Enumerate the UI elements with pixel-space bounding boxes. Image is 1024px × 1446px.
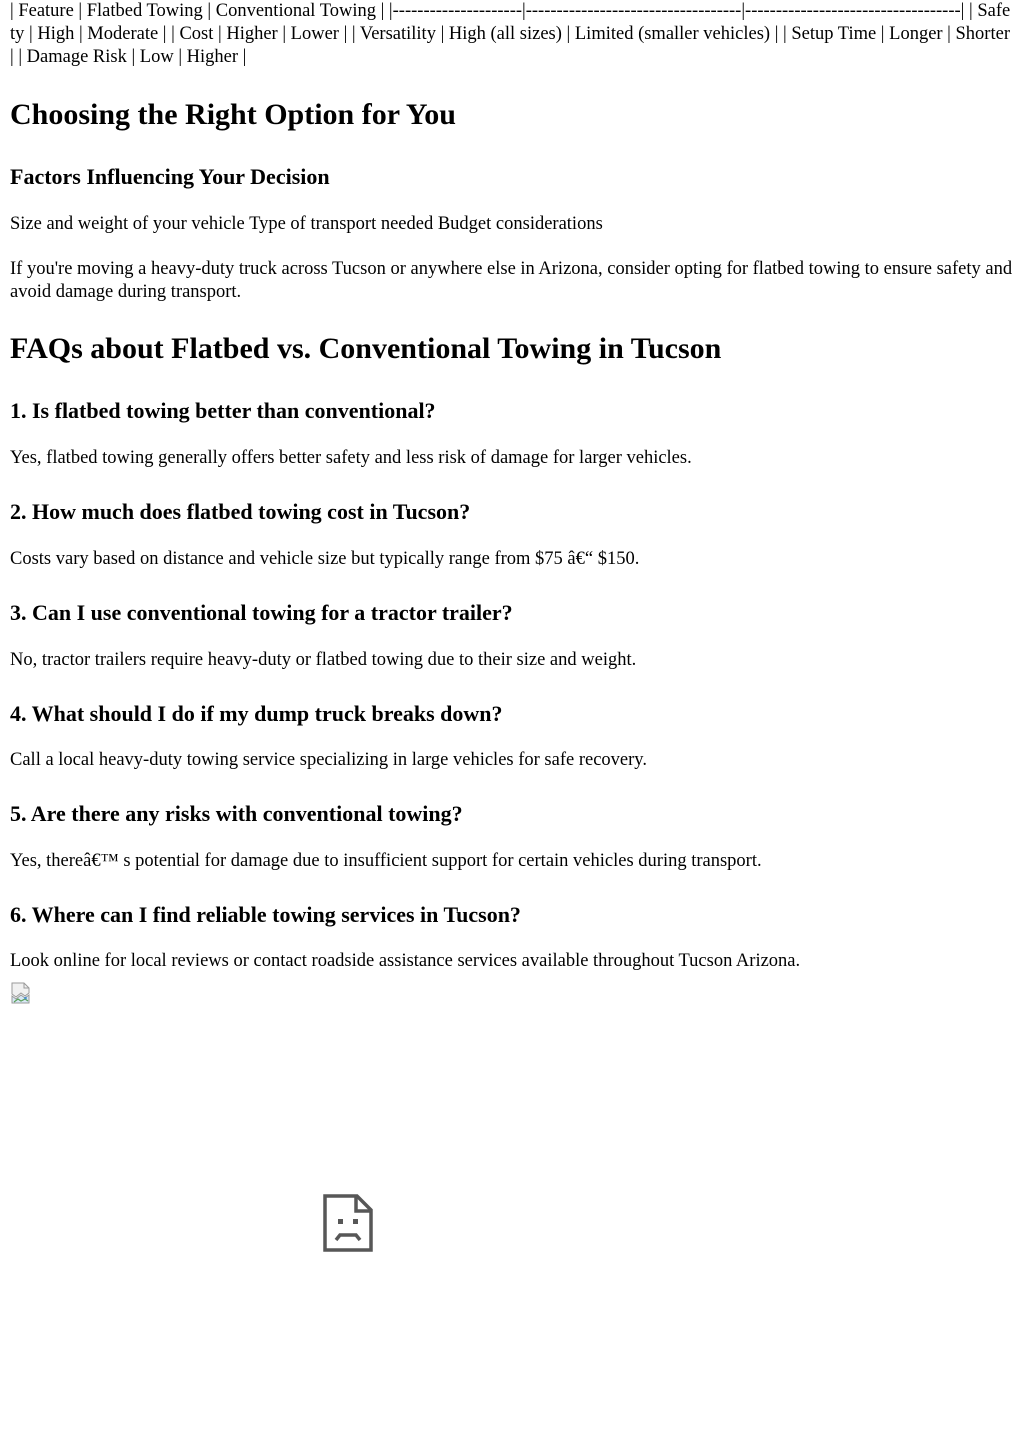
faq-answer-3: No, tractor trailers require heavy-duty or flatbed towing due to their size and weight. [10,650,637,670]
faq-answer-5: Yes, thereâ€™ s potential for damage due to insufficient support for certain vehicles during transport. [10,851,762,871]
faq-answer-6: Look online for local reviews or contact roadside assistance services available throughout Tucson Arizona. [10,951,801,971]
choose-heading: Choosing the Right Option for You [10,98,456,131]
faq-question-3: 3. Can I use conventional towing for a tractor trailer? [10,600,513,625]
broken-image-icon [10,982,32,1004]
factors-heading: Factors Influencing Your Decision [10,164,330,189]
factors-advice: If you're moving a heavy-duty truck across Tucson or anywhere else in Arizona, consider opting for flatbed towing to ensure safety and avoid damage during transport. [10,259,1013,302]
faq-answer-4: Call a local heavy-duty towing service specializing in large vehicles for safe recovery. [10,750,647,770]
comparison-table-text: | Feature | Flatbed Towing | Conventional Towing | |---------------------|-----------------------------------|-----------------------------------| | Safety | High | Moderate | | Cost | Higher | Lower | | Versatility | High (all sizes) | Limited (smaller vehicles) | | Setup Time | Longer | Shorter | | Damage Risk | Low | Higher | [10,1,1011,67]
faq-question-6: 6. Where can I find reliable towing services in Tucson? [10,902,521,927]
faq-question-5: 5. Are there any risks with conventional towing? [10,801,463,826]
factors-list: Size and weight of your vehicle Type of transport needed Budget considerations [10,214,603,234]
faq-heading: FAQs about Flatbed vs. Conventional Towing in Tucson [10,332,722,365]
faq-question-1: 1. Is flatbed towing better than conventional? [10,398,436,423]
faq-answer-1: Yes, flatbed towing generally offers better safety and less risk of damage for larger vehicles. [10,448,692,468]
faq-answer-2: Costs vary based on distance and vehicle size but typically range from $75 â€“ $150. [10,549,640,569]
faq-question-2: 2. How much does flatbed towing cost in Tucson? [10,499,471,524]
broken-image-icon [322,1193,374,1253]
faq-question-4: 4. What should I do if my dump truck breaks down? [10,701,503,726]
